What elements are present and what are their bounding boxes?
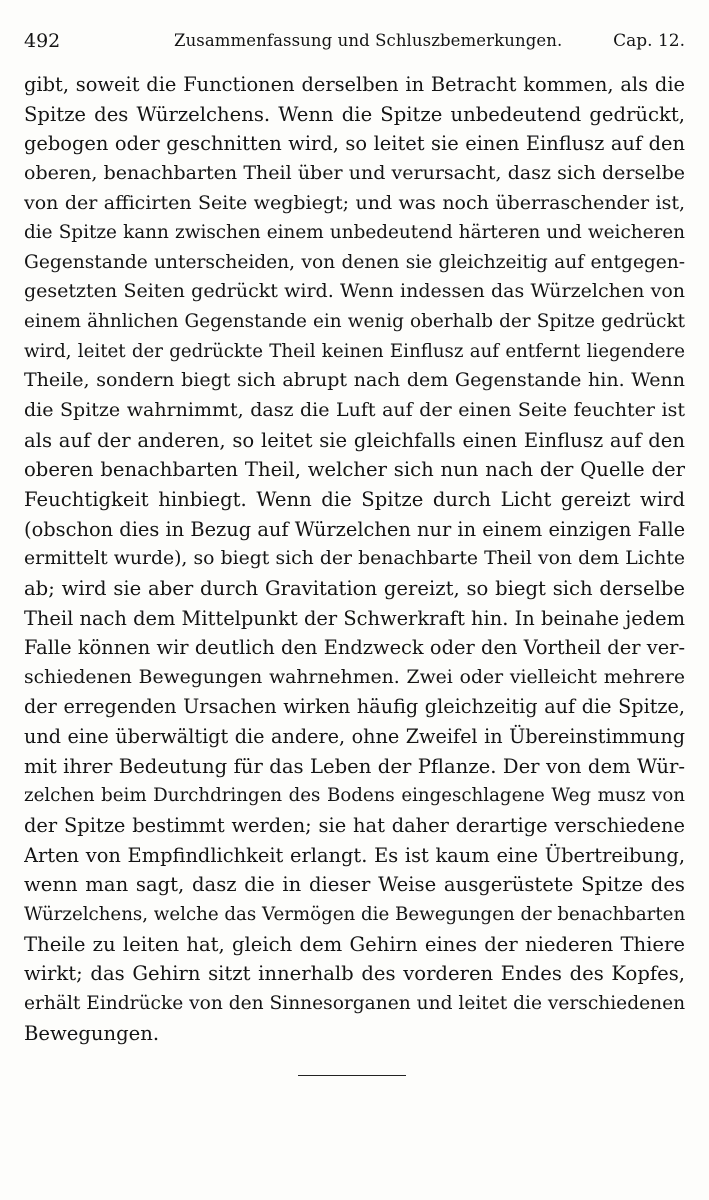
text-line: wird, leitet der gedrückte Theil keinen Einflusz auf entfernt liegendere xyxy=(24,340,685,362)
chapter-label: Cap. 12. xyxy=(613,31,685,51)
text-line: ab; wird sie aber durch Gravitation gereizt, so biegt sich derselbe xyxy=(24,576,685,600)
page-number: 492 xyxy=(24,30,61,52)
text-line: Feuchtigkeit hinbiegt. Wenn die Spitze durch Licht gereizt wird xyxy=(24,487,685,511)
text-line: von der afficirten Seite wegbiegt; und was noch überraschender ist, xyxy=(24,191,685,214)
text-line: oberen, benachbarten Theil über und verursacht, dasz sich derselbe xyxy=(24,161,685,184)
text-line: der erregenden Ursachen wirken häufig gleichzeitig auf die Spitze, xyxy=(24,695,685,719)
text-line: Gegenstande unterscheiden, von denen sie gleichzeitig auf entgegen- xyxy=(24,251,685,273)
text-line: Theil nach dem Mittelpunkt der Schwerkraft hin. In beinahe jedem xyxy=(24,606,685,630)
text-line: erhält Eindrücke von den Sinnesorganen und leitet die verschiedenen xyxy=(24,992,685,1014)
text-line: Bewegungen. xyxy=(24,1021,160,1045)
text-line: die Spitze kann zwischen einem unbedeutend härteren und weicheren xyxy=(24,222,685,244)
text-line: Theile zu leiten hat, gleich dem Gehirn eines der niederen Thiere xyxy=(24,932,685,956)
text-line: mit ihrer Bedeutung für das Leben der Pflanze. Der von dem Wür- xyxy=(24,754,685,778)
text-line: gesetzten Seiten gedrückt wird. Wenn indessen das Würzelchen von xyxy=(24,280,685,303)
text-line: Spitze des Würzelchens. Wenn die Spitze unbedeutend gedrückt, xyxy=(24,102,685,126)
body-paragraph xyxy=(24,70,685,1048)
text-line: als auf der anderen, so leitet sie gleichfalls einen Einflusz auf den xyxy=(24,428,685,452)
text-line: und eine überwältigt die andere, ohne Zweifel in Übereinstimmung xyxy=(24,725,685,749)
text-line: oberen benachbarten Theil, welcher sich nun nach der Quelle der xyxy=(24,458,685,482)
text-line: (obschon dies in Bezug auf Würzelchen nur in einem einzigen Falle xyxy=(24,517,685,541)
text-line: gibt, soweit die Functionen derselben in Betracht kommen, als die xyxy=(24,73,685,96)
end-rule xyxy=(298,1075,406,1076)
running-header xyxy=(24,28,685,54)
text-line: ermittelt wurde), so biegt sich der benachbarte Theil von dem Lichte xyxy=(24,548,685,570)
running-title: Zusammenfassung und Schluszbemerkungen. xyxy=(174,31,563,50)
text-line: Arten von Empfindlichkeit erlangt. Es ist kaum eine Übertreibung, xyxy=(24,843,685,867)
text-line: wenn man sagt, dasz die in dieser Weise ausgerüstete Spitze des xyxy=(24,873,685,897)
text-line: die Spitze wahrnimmt, dasz die Luft auf der einen Seite feuchter ist xyxy=(24,399,685,422)
text-line: der Spitze bestimmt werden; sie hat daher derartige verschiedene xyxy=(24,814,685,838)
text-line: Theile, sondern biegt sich abrupt nach dem Gegenstande hin. Wenn xyxy=(24,369,685,392)
text-line: Würzelchens, welche das Vermögen die Bewegungen der benachbarten xyxy=(24,903,685,925)
text-line: zelchen beim Durchdringen des Bodens eingeschlagene Weg musz von xyxy=(24,785,685,807)
text-line: gebogen oder geschnitten wird, so leitet sie einen Einflusz auf den xyxy=(24,132,685,156)
text-line: schiedenen Bewegungen wahrnehmen. Zwei oder vielleicht mehrere xyxy=(24,666,685,688)
text-line: einem ähnlichen Gegenstande ein wenig oberhalb der Spitze gedrückt xyxy=(24,311,685,333)
text-line: wirkt; das Gehirn sitzt innerhalb des vorderen Endes des Kopfes, xyxy=(24,962,685,986)
text-line: Falle können wir deutlich den Endzweck oder den Vortheil der ver- xyxy=(24,636,685,660)
